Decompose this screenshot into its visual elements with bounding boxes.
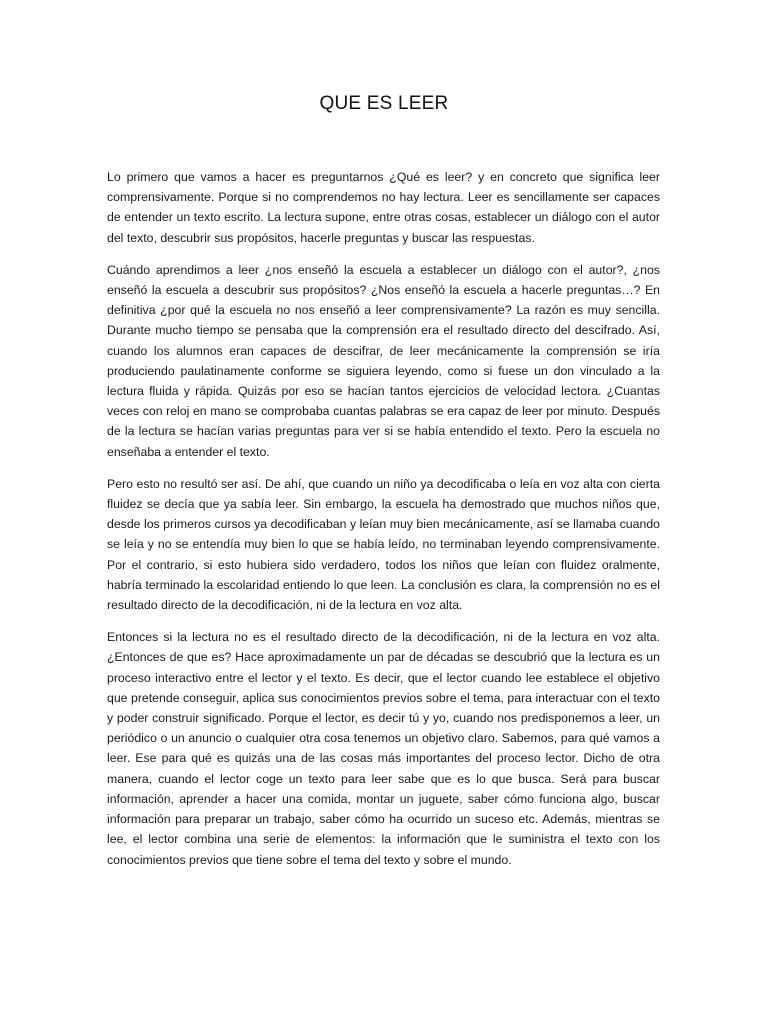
paragraph-4: Entonces si la lectura no es el resultado directo de la decodificación, ni de la lectura en voz alta. ¿Entonces de que es? Hace aproximadamente un par de décadas se descubrió que la lectura es un proceso interactivo entre el lector y el texto. Es decir, que el lector cuando lee establece el objetivo que pretende conseguir, aplica sus conocimientos previos sobre el tema, para interactuar con el texto y poder construir significado. Porque el lector, es decir tú y yo, cuando nos predisponemos a leer, un periódico o un anuncio o cualquier otra cosa tenemos un objetivo claro. Sabemos, para qué vamos a leer. Ese para qué es quizás una de las cosas más importantes del proceso lector. Dicho de otra manera, cuando el lector coge un texto para leer sabe que es lo que busca. Será para buscar información, aprender a hacer una comida, montar un juguete, saber cómo funciona algo, buscar información para preparar un trabajo, saber cómo ha ocurrido un suceso etc. Además, mientras se lee, el lector combina una serie de elementos: la información que le suministra el texto con los conocimientos previos que tiene sobre el tema del texto y sobre el mundo. xyxy=(107,630,660,867)
paragraph-1: Lo primero que vamos a hacer es preguntarnos ¿Qué es leer? y en concreto que significa leer comprensivamente. Porque si no comprendemos no hay lectura. Leer es sencillamente ser capaces de entender un texto escrito. La lectura supone, entre otras cosas, establecer un diálogo con el autor del texto, descubrir sus propósitos, hacerle preguntas y buscar las respuestas. xyxy=(107,170,660,245)
document-title: QUE ES LEER xyxy=(319,93,449,114)
paragraph-3: Pero esto no resultó ser así. De ahí, que cuando un niño ya decodificaba o leía en voz alta con cierta fluidez se decía que ya sabía leer. Sin embargo, la escuela ha demostrado que muchos niños que, desde los primeros cursos ya decodificaban y leían muy bien mecánicamente, así se llamaba cuando se leía y no se entendía muy bien lo que se había leído, no terminaban leyendo comprensivamente. Por el contrario, si esto hubiera sido verdadero, todos los niños que leían con fluidez oralmente, habría terminado la escolaridad entiendo lo que leen. La conclusión es clara, la comprensión no es el resultado directo de la decodificación, ni de la lectura en voz alta. xyxy=(107,476,660,613)
document-body xyxy=(107,167,660,882)
paragraph-2: Cuándo aprendimos a leer ¿nos enseñó la escuela a establecer un diálogo con el autor?, ¿nos enseñó la escuela a descubrir sus propósitos? ¿Nos enseñó la escuela a hacerle preguntas…? En definitiva ¿por qué la escuela no nos enseñó a leer comprensivamente? La razón es muy sencilla. Durante mucho tiempo se pensaba que la comprensión era el resultado directo del descifrado. Así, cuando los alumnos eran capaces de descifrar, de leer mecánicamente la comprensión se iría produciendo paulatinamente conforme se siguiera leyendo, como si fuese un don vinculado a la lectura fluida y rápida. Quizás por eso se hacían tantos ejercicios de velocidad lectora. ¿Cuantas veces con reloj en mano se comprobaba cuantas palabras se era capaz de leer por minuto. Después de la lectura se hacían varias preguntas para ver si se había entendido el texto. Pero la escuela no enseñaba a entender el texto. xyxy=(107,262,660,459)
